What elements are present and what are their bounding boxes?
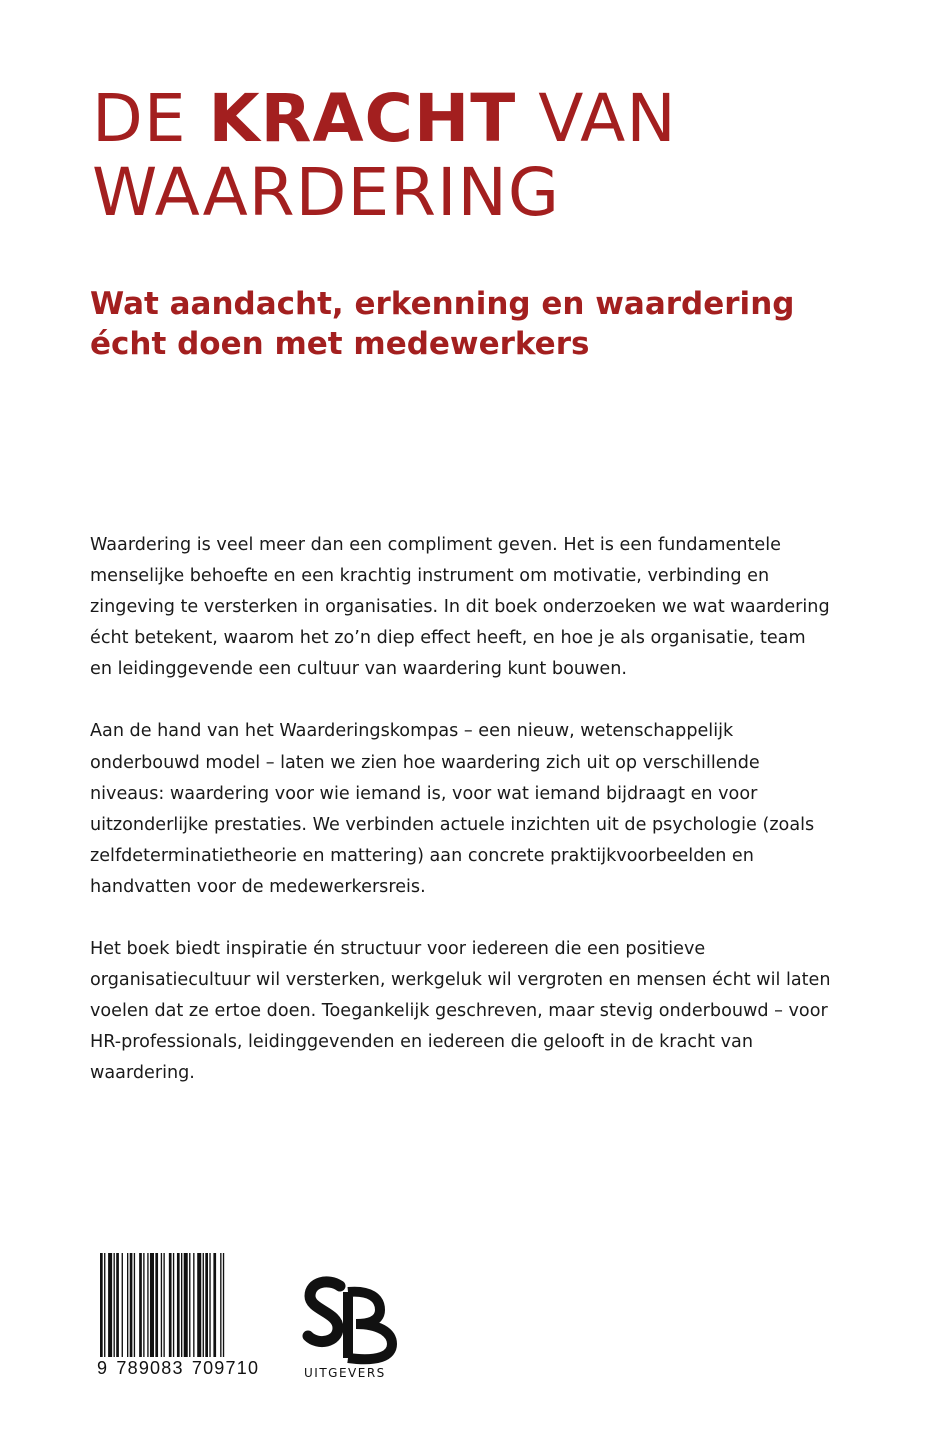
isbn-number (96, 1358, 268, 1379)
blurb-paragraph-2: Aan de hand van het Waarderingskompas – een nieuw, wetenschappelijk onderbouwd model – laten we zien hoe waardering zich uit op verschillende niveaus: waardering voor wie iemand is, voor wat iemand bijdraagt en voor uitzonderlijke prestaties. We verbinden actuele inzichten uit de psychologie (zoals zelfdeterminatietheorie en mattering) aan concrete praktijkvoorbeelden en handvatten voor de medewerkersreis. (90, 721, 815, 897)
book-title (92, 82, 677, 230)
blurb-paragraph-3: Het boek biedt inspiratie én structuur voor iedereen die een positieve organisatiecultuur wil versterken, werkgeluk wil vergroten en mensen écht wil laten voelen dat ze ertoe doen. Toegankelijk geschreven, maar stevig onderbouwd – voor HR-professionals, leidinggevenden en iedereen die gelooft in de kracht van waardering. (90, 939, 831, 1084)
title-line-1: DE KRACHT VAN (92, 80, 677, 157)
subtitle-line-2: écht doen met medewerkers (90, 326, 590, 362)
isbn-group-2: 709710 (191, 1358, 260, 1378)
isbn-group-1: 789083 (116, 1358, 184, 1378)
blurb-paragraph-1: Waardering is veel meer dan een compliment geven. Het is een fundamentele menselijke behoefte en een krachtig instrument om motivatie, verbinding en zingeving te versterken in organisaties. In dit boek onderzoeken we wat waardering écht betekent, waarom het zo’n diep effect heeft, en hoe je als organisatie, team en leidinggevende een cultuur van waardering kunt bouwen. (90, 535, 830, 680)
blurb (90, 530, 850, 1121)
barcode-bars-icon (96, 1253, 268, 1357)
title-line-2: WAARDERING (92, 154, 561, 231)
title-emphasis: KRACHT (208, 80, 517, 157)
book-subtitle (90, 284, 794, 364)
subtitle-line-1: Wat aandacht, erkenning en waardering (90, 286, 795, 322)
publisher-name: UITGEVERS (304, 1366, 386, 1380)
isbn-first-digit: 9 (97, 1358, 109, 1378)
